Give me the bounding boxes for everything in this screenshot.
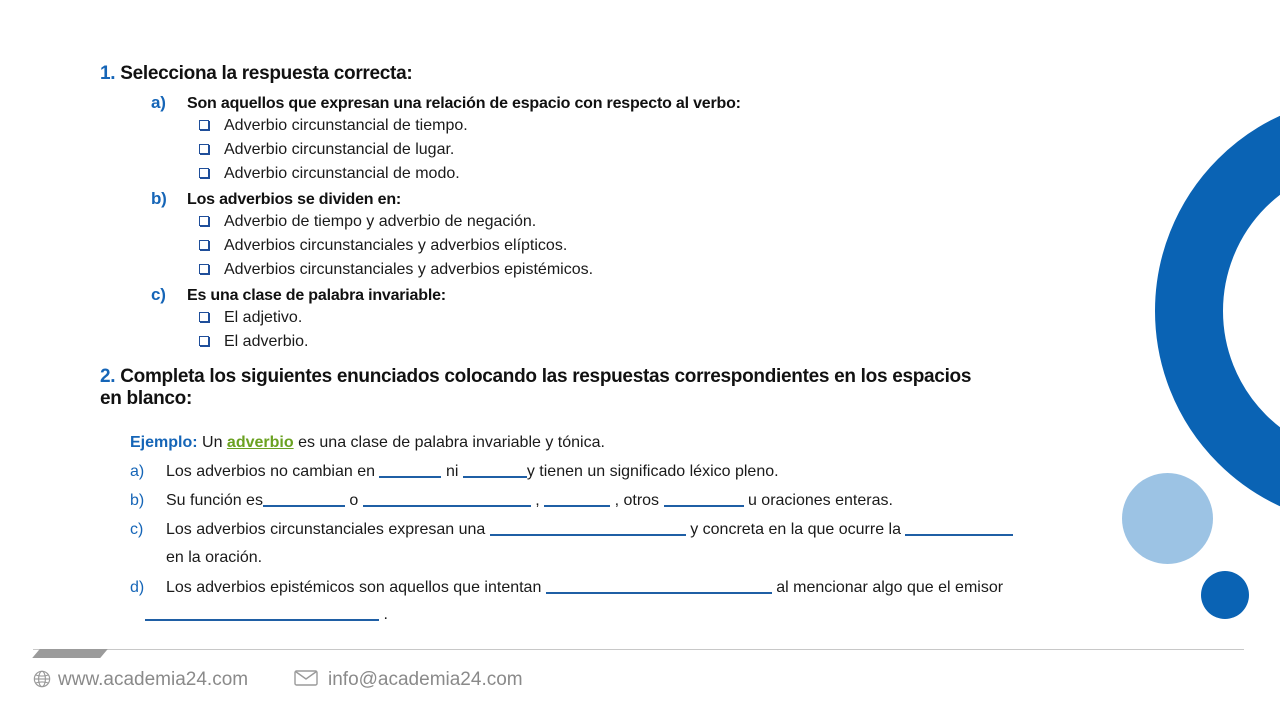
question-1a bbox=[151, 93, 741, 113]
blank-field[interactable] bbox=[664, 491, 744, 507]
blank-field[interactable] bbox=[490, 520, 686, 536]
decorative-ring bbox=[1155, 96, 1280, 526]
statement-c-line2 bbox=[166, 549, 262, 567]
option-1a-1[interactable] bbox=[199, 117, 468, 135]
option-label: Adverbio circunstancial de lugar. bbox=[224, 141, 455, 158]
envelope-icon bbox=[294, 670, 318, 686]
item-letter: c) bbox=[151, 285, 166, 304]
footer-divider bbox=[33, 649, 1244, 650]
item-text: Los adverbios se dividen en: bbox=[187, 191, 402, 208]
checkbox-icon[interactable] bbox=[199, 144, 209, 154]
option-1b-1[interactable] bbox=[199, 213, 536, 231]
blank-field[interactable] bbox=[544, 491, 610, 507]
text-part: Los adverbios epistémicos son aquellos que intentan bbox=[166, 579, 542, 596]
statement-c bbox=[130, 520, 1013, 539]
text-part: o bbox=[349, 492, 359, 509]
footer-tab-decoration bbox=[32, 649, 108, 658]
globe-icon bbox=[33, 670, 51, 688]
item-letter: a) bbox=[130, 463, 145, 480]
text-part: y tienen un significado léxico pleno. bbox=[526, 463, 779, 480]
option-label: Adverbio de tiempo y adverbio de negación. bbox=[224, 213, 537, 230]
text-part: . bbox=[383, 606, 388, 623]
blank-field[interactable] bbox=[905, 520, 1013, 536]
question-1-number: 1. bbox=[100, 63, 116, 84]
checkbox-icon[interactable] bbox=[199, 168, 209, 178]
text-part: en la oración. bbox=[166, 549, 263, 566]
checkbox-icon[interactable] bbox=[199, 120, 209, 130]
text-part: ni bbox=[445, 463, 459, 480]
item-letter: b) bbox=[130, 492, 145, 509]
footer-email[interactable] bbox=[294, 669, 523, 691]
text-part: , otros bbox=[614, 492, 660, 509]
statement-d-line2 bbox=[145, 605, 388, 624]
option-1b-2[interactable] bbox=[199, 237, 567, 255]
example-label: Ejemplo: bbox=[130, 434, 198, 451]
blank-field[interactable] bbox=[379, 462, 441, 478]
checkbox-icon[interactable] bbox=[199, 312, 209, 322]
statement-b bbox=[130, 491, 893, 510]
option-label: Adverbios circunstanciales y adverbios epistémicos. bbox=[224, 261, 594, 278]
item-letter: b) bbox=[151, 189, 167, 208]
item-letter: d) bbox=[130, 579, 145, 596]
example-after: es una clase de palabra invariable y tónica. bbox=[298, 434, 605, 451]
example-sentence bbox=[130, 434, 605, 452]
option-1a-3[interactable] bbox=[199, 165, 460, 183]
item-letter: c) bbox=[130, 521, 144, 538]
checkbox-icon[interactable] bbox=[199, 264, 209, 274]
blank-field[interactable] bbox=[363, 491, 531, 507]
blank-field[interactable] bbox=[263, 491, 345, 507]
question-1c bbox=[151, 285, 446, 305]
item-text: Es una clase de palabra invariable: bbox=[187, 287, 446, 304]
question-2-title bbox=[100, 366, 1090, 410]
checkbox-icon[interactable] bbox=[199, 240, 209, 250]
decorative-light-circle bbox=[1122, 473, 1213, 564]
text-part: , bbox=[535, 492, 540, 509]
blank-field[interactable] bbox=[546, 578, 772, 594]
blank-field[interactable] bbox=[463, 462, 527, 478]
question-2-text-line1: Completa los siguientes enunciados colocando las respuestas correspondientes en los espacios bbox=[120, 366, 972, 387]
option-label: Adverbio circunstancial de tiempo. bbox=[224, 117, 468, 134]
decorative-small-circle bbox=[1201, 571, 1249, 619]
option-1b-3[interactable] bbox=[199, 261, 593, 279]
option-1c-2[interactable] bbox=[199, 333, 309, 351]
website-link[interactable]: www.academia24.com bbox=[58, 669, 249, 690]
text-part: Los adverbios circunstanciales expresan una bbox=[166, 521, 486, 538]
question-1-text: Selecciona la respuesta correcta: bbox=[120, 63, 413, 84]
option-1c-1[interactable] bbox=[199, 309, 302, 327]
email-link[interactable]: info@academia24.com bbox=[328, 669, 523, 690]
text-part: Los adverbios no cambian en bbox=[166, 463, 376, 480]
checkbox-icon[interactable] bbox=[199, 336, 209, 346]
option-1a-2[interactable] bbox=[199, 141, 454, 159]
checkbox-icon[interactable] bbox=[199, 216, 209, 226]
item-letter: a) bbox=[151, 93, 166, 112]
text-part: u oraciones enteras. bbox=[747, 492, 893, 509]
option-label: Adverbios circunstanciales y adverbios elípticos. bbox=[224, 237, 568, 254]
example-before: Un bbox=[202, 434, 223, 451]
blank-field[interactable] bbox=[145, 605, 379, 621]
text-part: al mencionar algo que el emisor bbox=[776, 579, 1004, 596]
statement-a bbox=[130, 462, 779, 481]
question-2-number: 2. bbox=[100, 366, 116, 387]
item-text: Son aquellos que expresan una relación de espacio con respecto al verbo: bbox=[187, 95, 741, 112]
option-label: Adverbio circunstancial de modo. bbox=[224, 165, 460, 182]
text-part: Su función es bbox=[166, 492, 263, 509]
example-word: adverbio bbox=[226, 434, 294, 451]
question-1b bbox=[151, 189, 401, 209]
option-label: El adverbio. bbox=[224, 333, 309, 350]
question-2-text-line2: en blanco: bbox=[100, 388, 193, 409]
option-label: El adjetivo. bbox=[224, 309, 303, 326]
footer-website[interactable] bbox=[33, 669, 248, 691]
question-1-title bbox=[100, 63, 412, 85]
statement-d bbox=[130, 578, 1003, 597]
text-part: y concreta en la que ocurre la bbox=[690, 521, 901, 538]
